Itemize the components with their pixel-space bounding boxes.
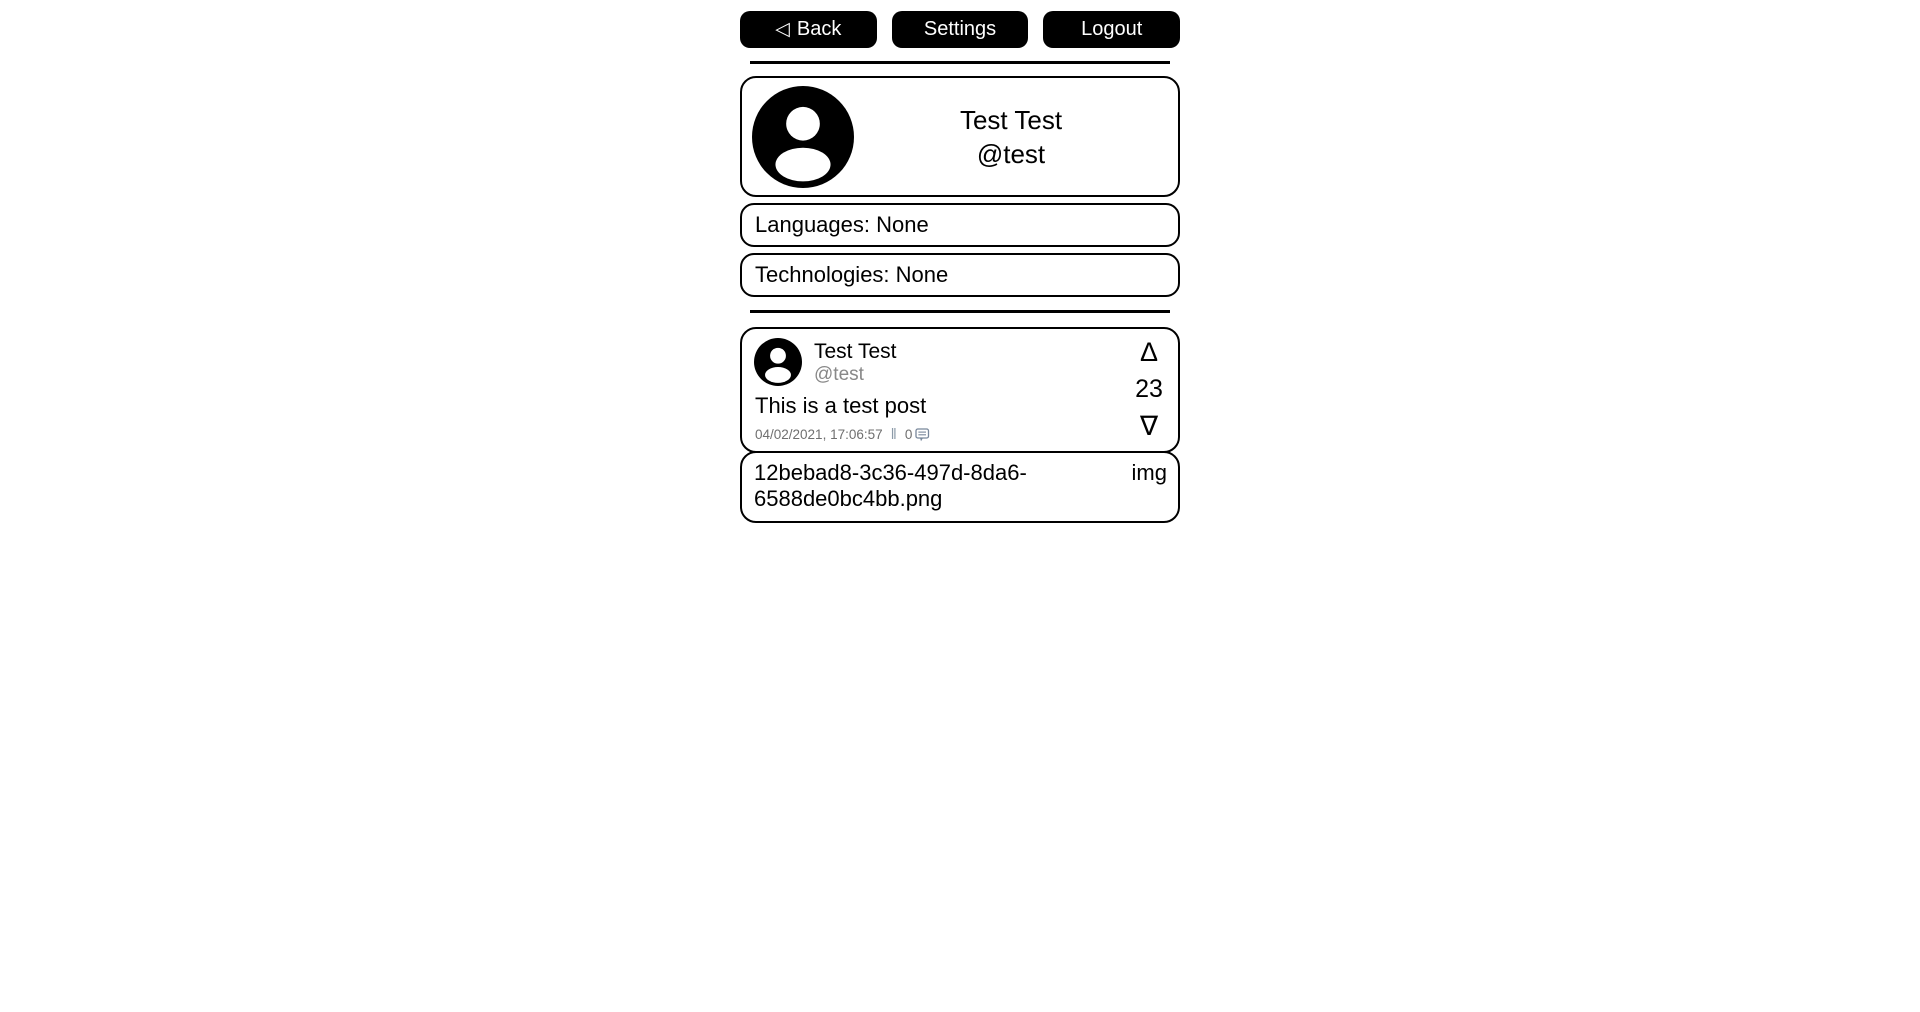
downvote-button[interactable]: ∇ [1139,411,1159,441]
back-button-label: Back [796,18,842,40]
logout-button-label: Logout [1081,18,1143,40]
languages-label: Languages: None [755,212,929,237]
post-body-text: This is a test post [755,393,927,418]
profile-avatar-icon [752,86,854,188]
profile-identity [854,103,1168,171]
post-content [754,338,1130,443]
toolbar [740,11,1180,48]
post-author-handle: @test [814,363,864,385]
comment-bubble-icon [915,428,930,442]
attachment-type-label: img [1131,459,1167,485]
meta-separator: ‖ [890,426,897,443]
logout-button[interactable] [1043,11,1180,48]
post-author-avatar-icon [754,338,802,386]
profile-handle: @test [976,138,1046,169]
divider-posts [750,310,1170,313]
profile-card [740,76,1180,197]
post-wrapper [740,327,1180,523]
back-arrow-icon: ◁ [775,19,790,40]
vote-score: 23 [1135,375,1163,403]
post-attachment[interactable] [740,451,1180,523]
back-button[interactable] [740,11,877,48]
vote-column [1130,338,1168,443]
divider-top [750,61,1170,64]
languages-box [740,203,1180,247]
post-author-identity [814,339,896,386]
settings-button[interactable] [892,11,1029,48]
upvote-button[interactable]: Δ [1139,337,1159,367]
technologies-label: Technologies: None [755,262,949,287]
page-container [740,0,1180,523]
post-meta [755,426,1130,443]
settings-button-label: Settings [923,18,997,40]
post-header [754,338,1130,386]
comment-counter [905,427,931,442]
post-author-name: Test Test [814,339,897,363]
comment-count: 0 [904,427,913,442]
post-timestamp: 04/02/2021, 17:06:57 [755,427,883,442]
attachment-filename: 12bebad8-3c36-497d-8da6-6588de0bc4bb.png [754,459,1027,511]
post-card[interactable] [740,327,1180,453]
technologies-box [740,253,1180,297]
profile-name: Test Test [959,104,1063,135]
